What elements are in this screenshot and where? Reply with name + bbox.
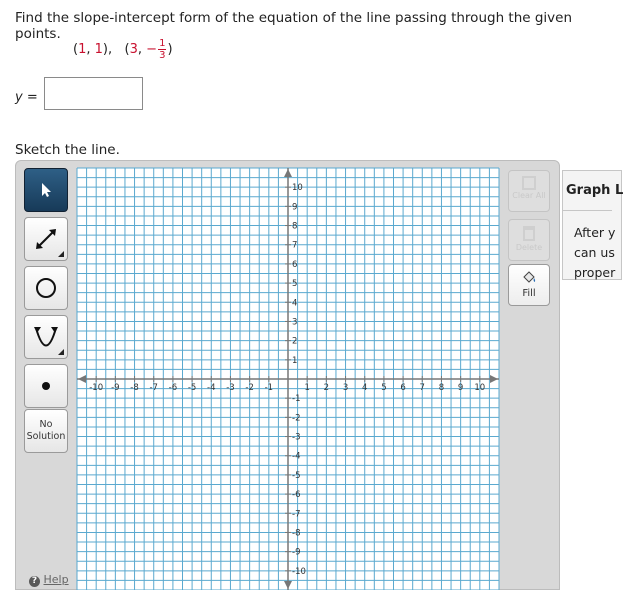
answer-label: y = xyxy=(15,90,38,105)
x-axis-arrow-left xyxy=(78,375,86,383)
point-1: (1, 1), xyxy=(73,42,113,57)
y-tick-label: 8 xyxy=(292,221,298,232)
help-link[interactable]: ? Help xyxy=(29,573,69,587)
pointer-tool-button[interactable] xyxy=(24,168,68,212)
y-tick-label: -4 xyxy=(292,451,301,462)
x-tick-label: -2 xyxy=(245,383,254,393)
y-tick-label: -3 xyxy=(292,432,301,443)
circle-tool-button[interactable] xyxy=(24,266,68,310)
x-tick-label: 7 xyxy=(419,383,425,393)
x-tick-label: -4 xyxy=(207,383,216,393)
y-tick-label: -10 xyxy=(292,566,306,577)
y-tick-label: -1 xyxy=(292,394,301,405)
x-tick-label: 5 xyxy=(381,383,387,393)
x-tick-label: 2 xyxy=(323,383,330,393)
y-tick-label: 2 xyxy=(292,336,298,347)
point-2: (3, − $\frac{1}{3}$ ) xyxy=(124,38,173,61)
x-tick-label: -5 xyxy=(187,383,197,393)
y-tick-label: -2 xyxy=(292,413,301,424)
x-tick-label: -8 xyxy=(130,383,139,393)
y-tick-label: -5 xyxy=(292,470,301,481)
circle-icon xyxy=(33,275,59,301)
x-tick-label: 9 xyxy=(457,383,464,393)
x-tick-label: -7 xyxy=(149,383,158,393)
y-tick-label: 3 xyxy=(292,317,298,328)
line-segment-icon xyxy=(33,226,59,252)
x-tick-label: -10 xyxy=(89,383,104,393)
y-axis-arrow-down xyxy=(284,581,292,589)
x-tick-label: -1 xyxy=(264,383,274,393)
y-tick-label: 10 xyxy=(292,183,303,194)
parabola-icon xyxy=(31,323,61,351)
x-axis-arrow-right xyxy=(490,375,498,383)
y-tick-label: -6 xyxy=(292,490,301,501)
dot-icon xyxy=(40,380,52,392)
question-prompt: Find the slope-intercept form of the equation of the line passing through the given points. xyxy=(15,10,573,42)
arrow-cursor-icon xyxy=(39,182,53,198)
trash-icon xyxy=(522,225,536,241)
sketch-label: Sketch the line. xyxy=(15,142,120,158)
x-tick-label: -6 xyxy=(168,383,178,393)
y-tick-label: 9 xyxy=(292,202,298,213)
graph-help-divider xyxy=(562,210,612,211)
y-tick-label: 1 xyxy=(292,355,298,366)
point-tool-button[interactable] xyxy=(24,364,68,408)
paint-bucket-icon xyxy=(521,270,537,286)
y-tick-label: -9 xyxy=(292,547,301,558)
x-tick-label: 8 xyxy=(438,383,445,393)
graph-help-text: After y can us proper xyxy=(574,225,616,280)
coordinate-grid[interactable] xyxy=(77,168,499,590)
y-axis-arrow-up xyxy=(284,169,292,177)
clear-all-button[interactable]: Clear All xyxy=(508,170,550,212)
y-tick-label: 4 xyxy=(292,298,298,309)
graph-help-title: Graph L xyxy=(566,183,623,198)
parabola-tool-button[interactable] xyxy=(24,315,68,359)
help-icon: ? xyxy=(29,576,40,587)
x-tick-label: -9 xyxy=(111,383,120,393)
clear-icon xyxy=(522,176,536,190)
x-tick-label: -3 xyxy=(226,383,235,393)
answer-input[interactable] xyxy=(44,77,143,110)
no-solution-button[interactable]: No Solution xyxy=(24,409,68,453)
x-tick-label: 4 xyxy=(362,383,368,393)
x-tick-label: 1 xyxy=(304,383,310,393)
x-tick-label: 3 xyxy=(342,383,349,393)
y-tick-label: -7 xyxy=(292,509,301,520)
y-tick-label: 6 xyxy=(292,259,298,270)
x-tick-label: 10 xyxy=(474,383,486,393)
x-tick-label: 6 xyxy=(400,383,406,393)
fill-button[interactable]: Fill xyxy=(508,264,550,306)
y-tick-label: 5 xyxy=(292,279,298,290)
delete-button[interactable]: Delete xyxy=(508,219,550,261)
line-tool-button[interactable] xyxy=(24,217,68,261)
y-tick-label: 7 xyxy=(292,240,298,251)
graph-toolbar xyxy=(24,168,68,590)
y-tick-label: -8 xyxy=(292,528,301,539)
given-points xyxy=(73,38,173,61)
